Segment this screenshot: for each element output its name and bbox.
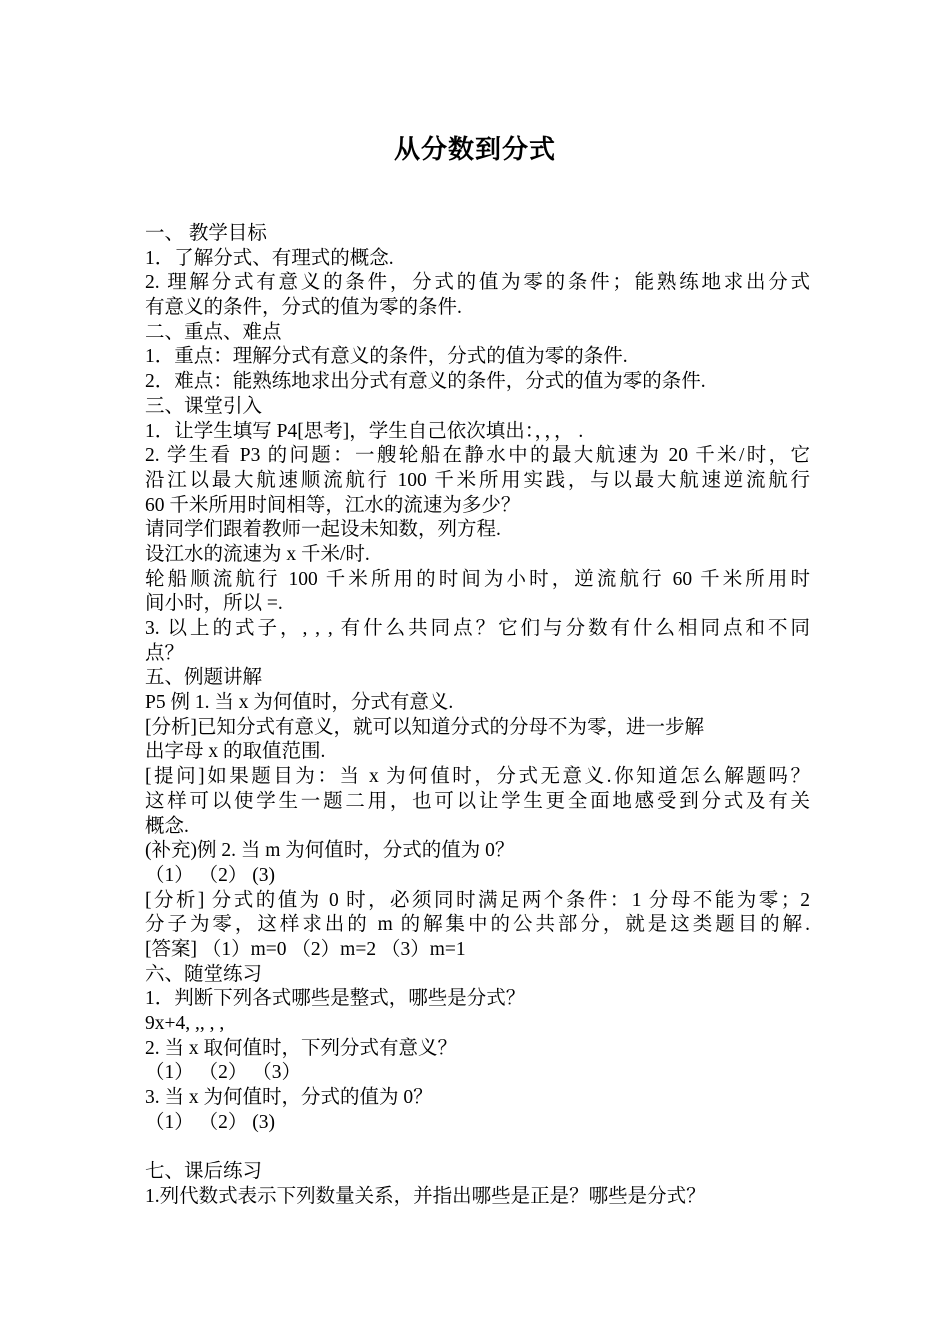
paragraph-line: [答案] （1）m=0 （2）m=2 （3）m=1 [145,938,466,960]
paragraph-line: 出字母 x 的取值范围. [145,741,326,763]
paragraph-line: 3. 以上的式子，, , , 有什么共同点？它们与分数有什么相同点和不同 [145,618,810,639]
paragraph-line: 概念. [145,815,189,837]
paragraph-line: （1） （2） (3) [145,1111,275,1133]
paragraph-line: 设江水的流速为 x 千米/时. [145,543,370,565]
paragraph-line: 3. 当 x 为何值时，分式的值为 0？ [145,1087,433,1109]
paragraph-line: 2. 当 x 取何值时，下列分式有意义？ [145,1037,458,1059]
paragraph-line: 间小时，所以 =. [145,593,283,615]
document-body [145,222,810,1210]
page-title: 从分数到分式 [393,135,556,165]
paragraph-line: 1．让学生填写 P4[思考]，学生自己依次填出：，，， . [145,420,584,442]
paragraph-line: 请同学们跟着教师一起设未知数，列方程. [145,519,501,541]
section-heading-practice: 六、随堂练习 [145,963,263,985]
paragraph-line: 2．难点：能熟练地求出分式有意义的条件，分式的值为零的条件. [145,371,706,393]
paragraph-line: 沿江以最大航速顺流航行 100 千米所用实践，与以最大航速逆流航行 [145,469,810,491]
blank-line [145,1135,810,1160]
section-heading-examples: 五、例题讲解 [145,667,263,689]
paragraph-line: [提问]如果题目为：当 x 为何值时，分式无意义.你知道怎么解题吗？ [145,766,810,788]
paragraph-line: [分析]已知分式有意义，就可以知道分式的分母不为零，进一步解 [145,716,704,738]
paragraph-line: 2. 学生看 P3 的问题：一艘轮船在静水中的最大航速为 20 千米/时，它 [145,445,810,467]
section-heading-objectives: 一、 教学目标 [145,223,267,244]
paragraph-line: （1） （2） （3） [145,1062,302,1084]
paragraph-line: 1．了解分式、有理式的概念. [145,247,394,269]
paragraph-line: 这样可以使学生一题二用，也可以让学生更全面地感受到分式及有关 [145,790,810,812]
section-heading-homework: 七、课后练习 [145,1161,263,1183]
section-heading-key-points: 二、重点、难点 [145,321,282,343]
paragraph-line: 2. 理解分式有意义的条件，分式的值为零的条件；能熟练地求出分式 [145,272,810,294]
paragraph-line: 1．重点：理解分式有意义的条件，分式的值为零的条件. [145,346,628,368]
paragraph-line: 1．判断下列各式哪些是整式，哪些是分式？ [145,988,526,1010]
paragraph-line: （1） （2） (3) [145,864,275,886]
paragraph-line: 有意义的条件，分式的值为零的条件. [145,297,462,319]
paragraph-line: [分析] 分式的值为 0 时，必须同时满足两个条件：1 分母不能为零；2 [145,889,810,911]
paragraph-line: 分子为零，这样求出的 m 的解集中的公共部分，就是这类题目的解. [145,914,810,936]
paragraph-line: 9x+4, ,, , , [145,1013,225,1034]
paragraph-line: P5 例 1. 当 x 为何值时，分式有意义. [145,692,454,714]
paragraph-line: 60 千米所用时间相等，江水的流速为多少？ [145,494,521,516]
paragraph-line: 1.列代数式表示下列数量关系，并指出哪些是正是？哪些是分式？ [145,1185,706,1207]
paragraph-line: (补充)例 2. 当 m 为何值时，分式的值为 0？ [145,840,515,862]
paragraph-line: 点？ [145,642,185,664]
section-heading-introduction: 三、课堂引入 [145,395,263,417]
paragraph-line: 轮船顺流航行 100 千米所用的时间为小时，逆流航行 60 千米所用时 [145,568,810,590]
